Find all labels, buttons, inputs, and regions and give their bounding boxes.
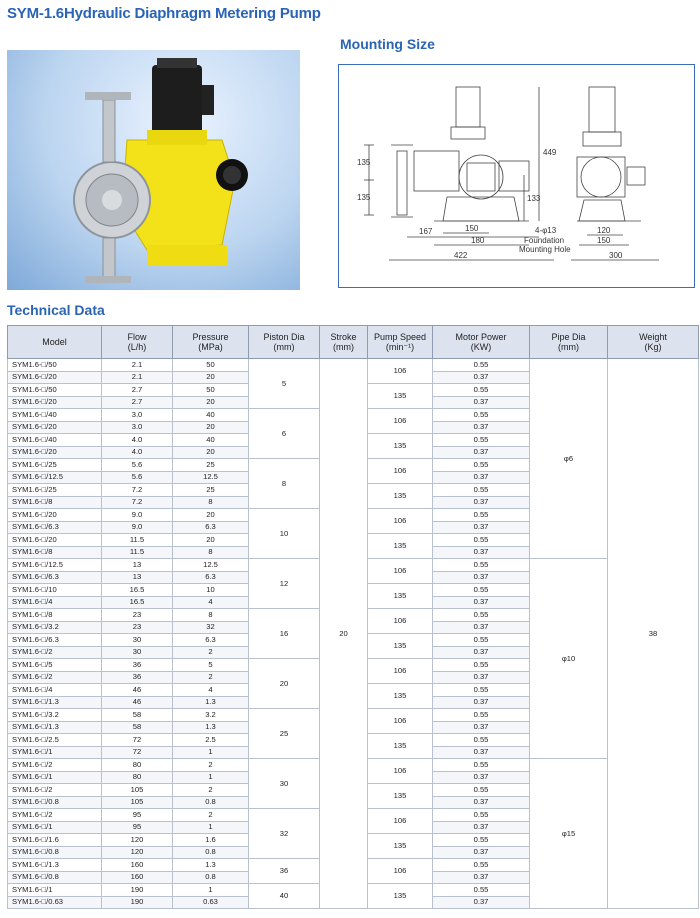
cell-model: SYM1.6-□/0.63 xyxy=(8,896,102,909)
header-unit: (Kg) xyxy=(644,342,662,352)
cell-model: SYM1.6-□/2 xyxy=(8,646,102,659)
cell-pressure: 2 xyxy=(173,759,249,772)
cell-flow: 120 xyxy=(102,834,173,847)
cell-flow: 2.7 xyxy=(102,384,173,397)
cell-motor-power: 0.37 xyxy=(433,746,530,759)
header-unit: (L/h) xyxy=(127,342,147,352)
cell-motor-power: 0.55 xyxy=(433,834,530,847)
dim-label: 449 xyxy=(543,148,557,157)
cell-pressure: 20 xyxy=(173,509,249,522)
cell-pressure: 2.5 xyxy=(173,734,249,747)
cell-pump-speed: 135 xyxy=(368,784,433,809)
cell-model: SYM1.6-□/0.8 xyxy=(8,846,102,859)
cell-pressure: 20 xyxy=(173,534,249,547)
cell-model: SYM1.6-□/1 xyxy=(8,821,102,834)
cell-model: SYM1.6-□/20 xyxy=(8,446,102,459)
cell-model: SYM1.6-□/40 xyxy=(8,434,102,447)
technical-data-table xyxy=(7,325,699,909)
header-stroke xyxy=(320,326,368,359)
cell-pressure: 0.63 xyxy=(173,896,249,909)
cell-pump-speed: 106 xyxy=(368,659,433,684)
cell-motor-power: 0.37 xyxy=(433,471,530,484)
dim-label: 422 xyxy=(454,251,468,260)
header-label: Motor Power xyxy=(455,332,507,342)
cell-pump-speed: 106 xyxy=(368,409,433,434)
cell-flow: 72 xyxy=(102,734,173,747)
cell-pressure: 12.5 xyxy=(173,559,249,572)
cell-model: SYM1.6-□/0.8 xyxy=(8,796,102,809)
cell-flow: 23 xyxy=(102,621,173,634)
cell-flow: 72 xyxy=(102,746,173,759)
cell-motor-power: 0.37 xyxy=(433,621,530,634)
cell-pressure: 4 xyxy=(173,596,249,609)
table-header-row xyxy=(8,326,699,359)
cell-flow: 190 xyxy=(102,896,173,909)
cell-pump-speed: 106 xyxy=(368,859,433,884)
cell-motor-power: 0.55 xyxy=(433,509,530,522)
cell-motor-power: 0.55 xyxy=(433,884,530,897)
cell-model: SYM1.6-□/20 xyxy=(8,509,102,522)
cell-flow: 105 xyxy=(102,796,173,809)
dim-label: 133 xyxy=(527,194,541,203)
cell-motor-power: 0.55 xyxy=(433,584,530,597)
cell-model: SYM1.6-□/20 xyxy=(8,396,102,409)
cell-flow: 30 xyxy=(102,646,173,659)
cell-model: SYM1.6-□/50 xyxy=(8,384,102,397)
cell-piston-dia: 16 xyxy=(249,609,320,659)
header-unit: (MPa) xyxy=(198,342,223,352)
cell-pressure: 32 xyxy=(173,621,249,634)
cell-motor-power: 0.37 xyxy=(433,846,530,859)
cell-pressure: 25 xyxy=(173,484,249,497)
cell-flow: 95 xyxy=(102,809,173,822)
cell-weight: 38 xyxy=(608,359,699,909)
cell-motor-power: 0.55 xyxy=(433,609,530,622)
cell-pump-speed: 106 xyxy=(368,809,433,834)
cell-pressure: 50 xyxy=(173,384,249,397)
cell-pressure: 20 xyxy=(173,371,249,384)
cell-motor-power: 0.55 xyxy=(433,359,530,372)
cell-flow: 36 xyxy=(102,659,173,672)
header-unit: (mm) xyxy=(273,342,295,352)
dim-label: 167 xyxy=(419,227,433,236)
cell-flow: 160 xyxy=(102,859,173,872)
cell-pressure: 3.2 xyxy=(173,709,249,722)
cell-flow: 58 xyxy=(102,721,173,734)
cell-flow: 11.5 xyxy=(102,534,173,547)
cell-motor-power: 0.37 xyxy=(433,821,530,834)
cell-model: SYM1.6-□/1.3 xyxy=(8,696,102,709)
cell-model: SYM1.6-□/25 xyxy=(8,484,102,497)
cell-motor-power: 0.37 xyxy=(433,771,530,784)
pump-photo xyxy=(7,50,300,290)
cell-flow: 4.0 xyxy=(102,446,173,459)
cell-pump-speed: 106 xyxy=(368,559,433,584)
cell-model: SYM1.6-□/1 xyxy=(8,771,102,784)
cell-motor-power: 0.55 xyxy=(433,459,530,472)
cell-model: SYM1.6-□/2 xyxy=(8,759,102,772)
dim-label: 4-φ13 xyxy=(535,226,557,235)
header-label: Weight xyxy=(639,332,667,342)
cell-model: SYM1.6-□/0.8 xyxy=(8,871,102,884)
cell-pressure: 20 xyxy=(173,396,249,409)
cell-pump-speed: 135 xyxy=(368,834,433,859)
cell-flow: 58 xyxy=(102,709,173,722)
cell-motor-power: 0.37 xyxy=(433,596,530,609)
cell-pressure: 2 xyxy=(173,784,249,797)
cell-piston-dia: 5 xyxy=(249,359,320,409)
cell-pressure: 5 xyxy=(173,659,249,672)
cell-motor-power: 0.55 xyxy=(433,684,530,697)
cell-pressure: 6.3 xyxy=(173,571,249,584)
header-label: Flow xyxy=(127,332,147,342)
cell-pump-speed: 135 xyxy=(368,434,433,459)
cell-pressure: 25 xyxy=(173,459,249,472)
cell-model: SYM1.6-□/6.3 xyxy=(8,521,102,534)
cell-pressure: 1.3 xyxy=(173,721,249,734)
header-unit: (KW) xyxy=(470,342,492,352)
header-label: Pump Speed xyxy=(373,332,427,342)
cell-piston-dia: 30 xyxy=(249,759,320,809)
cell-pump-speed: 106 xyxy=(368,759,433,784)
header-pipe-dia xyxy=(530,326,608,359)
cell-motor-power: 0.37 xyxy=(433,796,530,809)
cell-pump-speed: 106 xyxy=(368,609,433,634)
cell-pressure: 20 xyxy=(173,421,249,434)
technical-data-title: Technical Data xyxy=(7,302,105,318)
dim-label: 300 xyxy=(609,251,623,260)
cell-pump-speed: 106 xyxy=(368,359,433,384)
cell-pressure: 0.8 xyxy=(173,846,249,859)
dim-label: 180 xyxy=(471,236,485,245)
cell-motor-power: 0.55 xyxy=(433,409,530,422)
header-label: Piston Dia xyxy=(263,332,305,342)
cell-piston-dia: 10 xyxy=(249,509,320,559)
cell-model: SYM1.6-□/2 xyxy=(8,784,102,797)
cell-model: SYM1.6-□/1.3 xyxy=(8,859,102,872)
cell-motor-power: 0.55 xyxy=(433,659,530,672)
cell-motor-power: 0.37 xyxy=(433,671,530,684)
cell-pressure: 2 xyxy=(173,809,249,822)
cell-motor-power: 0.37 xyxy=(433,546,530,559)
cell-flow: 190 xyxy=(102,884,173,897)
cell-model: SYM1.6-□/4 xyxy=(8,684,102,697)
cell-motor-power: 0.55 xyxy=(433,809,530,822)
cell-pressure: 8 xyxy=(173,496,249,509)
cell-pressure: 10 xyxy=(173,584,249,597)
cell-pump-speed: 135 xyxy=(368,734,433,759)
cell-model: SYM1.6-□/3.2 xyxy=(8,621,102,634)
header-label: Stroke xyxy=(330,332,357,342)
cell-model: SYM1.6-□/1 xyxy=(8,884,102,897)
cell-model: SYM1.6-□/50 xyxy=(8,359,102,372)
cell-model: SYM1.6-□/4 xyxy=(8,596,102,609)
cell-pressure: 2 xyxy=(173,646,249,659)
cell-model: SYM1.6-□/1 xyxy=(8,746,102,759)
cell-motor-power: 0.37 xyxy=(433,871,530,884)
cell-flow: 80 xyxy=(102,759,173,772)
cell-pressure: 1 xyxy=(173,821,249,834)
cell-pump-speed: 135 xyxy=(368,884,433,909)
cell-flow: 7.2 xyxy=(102,496,173,509)
cell-model: SYM1.6-□/1.3 xyxy=(8,721,102,734)
dim-label: 135 xyxy=(357,158,371,167)
cell-model: SYM1.6-□/25 xyxy=(8,459,102,472)
cell-model: SYM1.6-□/20 xyxy=(8,421,102,434)
cell-pump-speed: 135 xyxy=(368,384,433,409)
cell-pressure: 1.3 xyxy=(173,696,249,709)
cell-motor-power: 0.55 xyxy=(433,534,530,547)
header-pressure xyxy=(173,326,249,359)
header-unit: (mm) xyxy=(558,342,579,352)
cell-motor-power: 0.37 xyxy=(433,696,530,709)
header-weight xyxy=(608,326,699,359)
cell-flow: 46 xyxy=(102,696,173,709)
cell-piston-dia: 8 xyxy=(249,459,320,509)
cell-piston-dia: 36 xyxy=(249,859,320,884)
cell-flow: 9.0 xyxy=(102,521,173,534)
cell-pump-speed: 106 xyxy=(368,459,433,484)
cell-model: SYM1.6-□/3.2 xyxy=(8,709,102,722)
dim-label: Mounting Hole xyxy=(519,245,571,254)
header-label: Pipe Dia xyxy=(551,332,586,342)
cell-pressure: 50 xyxy=(173,359,249,372)
cell-motor-power: 0.55 xyxy=(433,859,530,872)
cell-pump-speed: 135 xyxy=(368,534,433,559)
cell-motor-power: 0.37 xyxy=(433,396,530,409)
cell-pressure: 4 xyxy=(173,684,249,697)
header-label: Model xyxy=(42,337,67,347)
dim-label: 150 xyxy=(597,236,611,245)
header-unit: (mm) xyxy=(333,342,354,352)
cell-motor-power: 0.37 xyxy=(433,896,530,909)
cell-pressure: 1.3 xyxy=(173,859,249,872)
dim-label: 120 xyxy=(597,226,611,235)
cell-pressure: 12.5 xyxy=(173,471,249,484)
cell-flow: 120 xyxy=(102,846,173,859)
cell-pressure: 20 xyxy=(173,446,249,459)
cell-model: SYM1.6-□/40 xyxy=(8,409,102,422)
cell-flow: 3.0 xyxy=(102,409,173,422)
page-title: SYM-1.6Hydraulic Diaphragm Metering Pump xyxy=(7,5,321,22)
cell-piston-dia: 40 xyxy=(249,884,320,909)
cell-pressure: 8 xyxy=(173,609,249,622)
header-motor-power xyxy=(433,326,530,359)
cell-motor-power: 0.37 xyxy=(433,446,530,459)
mounting-drawing xyxy=(338,64,695,288)
cell-stroke: 20 xyxy=(320,359,368,909)
header-model xyxy=(8,326,102,359)
cell-flow: 7.2 xyxy=(102,484,173,497)
cell-model: SYM1.6-□/2 xyxy=(8,809,102,822)
cell-pressure: 2 xyxy=(173,671,249,684)
dim-label: 135 xyxy=(357,193,371,202)
cell-piston-dia: 12 xyxy=(249,559,320,609)
cell-pressure: 6.3 xyxy=(173,634,249,647)
cell-pressure: 1.6 xyxy=(173,834,249,847)
cell-flow: 16.5 xyxy=(102,584,173,597)
cell-flow: 46 xyxy=(102,684,173,697)
cell-motor-power: 0.55 xyxy=(433,709,530,722)
cell-motor-power: 0.37 xyxy=(433,496,530,509)
cell-motor-power: 0.37 xyxy=(433,371,530,384)
cell-pipe-dia: φ10 xyxy=(530,559,608,759)
cell-model: SYM1.6-□/6.3 xyxy=(8,634,102,647)
cell-flow: 95 xyxy=(102,821,173,834)
cell-flow: 5.6 xyxy=(102,459,173,472)
cell-model: SYM1.6-□/12.5 xyxy=(8,559,102,572)
cell-motor-power: 0.55 xyxy=(433,784,530,797)
header-piston-dia xyxy=(249,326,320,359)
cell-piston-dia: 6 xyxy=(249,409,320,459)
header-flow xyxy=(102,326,173,359)
cell-motor-power: 0.37 xyxy=(433,646,530,659)
cell-flow: 16.5 xyxy=(102,596,173,609)
cell-pipe-dia: φ6 xyxy=(530,359,608,559)
cell-model: SYM1.6-□/2.5 xyxy=(8,734,102,747)
cell-motor-power: 0.37 xyxy=(433,721,530,734)
cell-pump-speed: 106 xyxy=(368,709,433,734)
cell-motor-power: 0.55 xyxy=(433,759,530,772)
table-row xyxy=(8,359,699,372)
cell-flow: 9.0 xyxy=(102,509,173,522)
cell-pressure: 0.8 xyxy=(173,796,249,809)
cell-flow: 30 xyxy=(102,634,173,647)
cell-pressure: 0.8 xyxy=(173,871,249,884)
cell-motor-power: 0.37 xyxy=(433,571,530,584)
cell-piston-dia: 32 xyxy=(249,809,320,859)
cell-pressure: 1 xyxy=(173,884,249,897)
cell-flow: 2.1 xyxy=(102,371,173,384)
header-pump-speed xyxy=(368,326,433,359)
cell-motor-power: 0.55 xyxy=(433,434,530,447)
cell-model: SYM1.6-□/1.6 xyxy=(8,834,102,847)
cell-model: SYM1.6-□/12.5 xyxy=(8,471,102,484)
cell-motor-power: 0.37 xyxy=(433,421,530,434)
cell-model: SYM1.6-□/6.3 xyxy=(8,571,102,584)
cell-flow: 2.7 xyxy=(102,396,173,409)
cell-pump-speed: 135 xyxy=(368,684,433,709)
cell-model: SYM1.6-□/8 xyxy=(8,609,102,622)
header-label: Pressure xyxy=(192,332,229,342)
cell-pump-speed: 135 xyxy=(368,484,433,509)
cell-pressure: 40 xyxy=(173,434,249,447)
cell-flow: 36 xyxy=(102,671,173,684)
cell-flow: 2.1 xyxy=(102,359,173,372)
cell-pump-speed: 106 xyxy=(368,509,433,534)
cell-flow: 23 xyxy=(102,609,173,622)
cell-motor-power: 0.55 xyxy=(433,634,530,647)
cell-flow: 5.6 xyxy=(102,471,173,484)
cell-pipe-dia: φ15 xyxy=(530,759,608,909)
cell-model: SYM1.6-□/8 xyxy=(8,496,102,509)
cell-flow: 160 xyxy=(102,871,173,884)
dim-label: Foundation xyxy=(524,236,565,245)
cell-flow: 80 xyxy=(102,771,173,784)
cell-flow: 13 xyxy=(102,571,173,584)
cell-flow: 105 xyxy=(102,784,173,797)
cell-motor-power: 0.37 xyxy=(433,521,530,534)
cell-motor-power: 0.55 xyxy=(433,734,530,747)
cell-pump-speed: 135 xyxy=(368,634,433,659)
header-unit: (min⁻¹) xyxy=(385,342,415,352)
cell-flow: 3.0 xyxy=(102,421,173,434)
dim-label: 150 xyxy=(465,224,479,233)
cell-model: SYM1.6-□/10 xyxy=(8,584,102,597)
cell-model: SYM1.6-□/2 xyxy=(8,671,102,684)
cell-pressure: 1 xyxy=(173,746,249,759)
cell-flow: 11.5 xyxy=(102,546,173,559)
cell-pressure: 8 xyxy=(173,546,249,559)
cell-model: SYM1.6-□/20 xyxy=(8,371,102,384)
cell-pressure: 6.3 xyxy=(173,521,249,534)
cell-piston-dia: 25 xyxy=(249,709,320,759)
cell-model: SYM1.6-□/5 xyxy=(8,659,102,672)
cell-pump-speed: 135 xyxy=(368,584,433,609)
cell-flow: 13 xyxy=(102,559,173,572)
cell-flow: 4.0 xyxy=(102,434,173,447)
cell-model: SYM1.6-□/20 xyxy=(8,534,102,547)
cell-pressure: 1 xyxy=(173,771,249,784)
mounting-size-title: Mounting Size xyxy=(340,36,435,52)
cell-motor-power: 0.55 xyxy=(433,384,530,397)
cell-piston-dia: 20 xyxy=(249,659,320,709)
cell-motor-power: 0.55 xyxy=(433,484,530,497)
cell-model: SYM1.6-□/8 xyxy=(8,546,102,559)
cell-pressure: 40 xyxy=(173,409,249,422)
cell-motor-power: 0.55 xyxy=(433,559,530,572)
